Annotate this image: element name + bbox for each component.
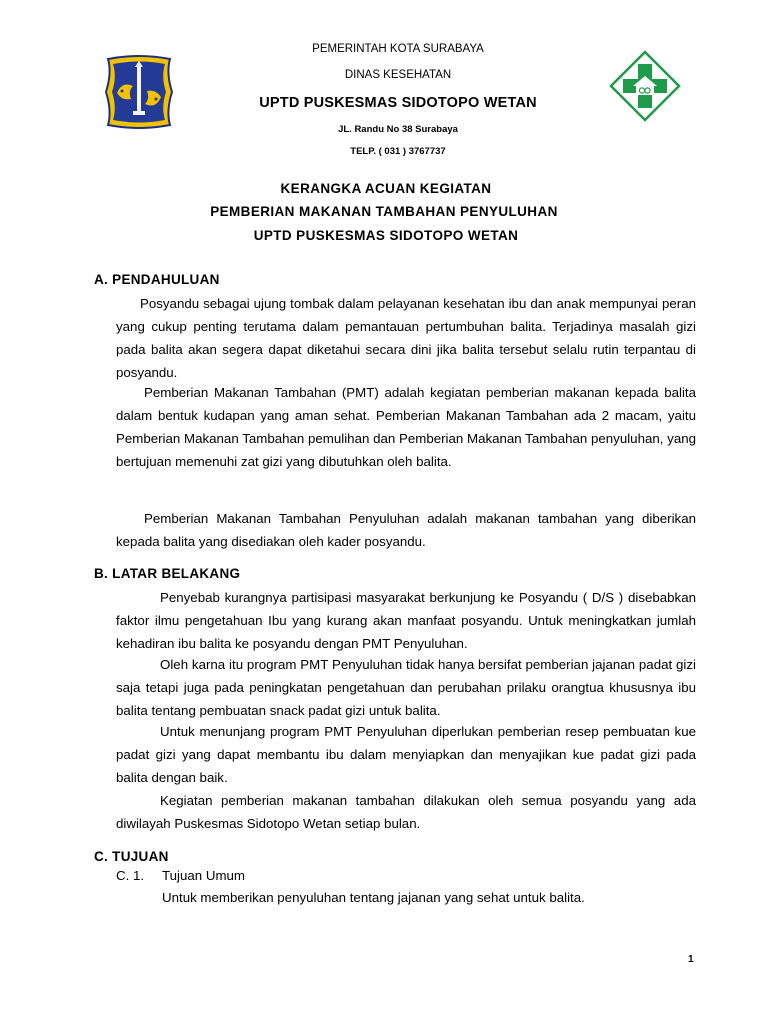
letterhead-institution: UPTD PUSKESMAS SIDOTOPO WETAN bbox=[259, 95, 537, 111]
paragraph-b3: Untuk menunjang program PMT Penyuluhan diperlukan pemberian resep pembuatan kue padat gizi yang dapat membantu ibu dalam menyiapkan dan menyajikan kue padat gizi pada balita dengan baik. bbox=[116, 724, 696, 785]
paragraph-b1: Penyebab kurangnya partisipasi masyarakat berkunjung ke Posyandu ( D/S ) disebabkan faktor ilmu pengetahuan Ibu yang kurang akan manfaat posyandu. Untuk meningkatkan jumlah kehadiran ibu balita ke posyandu dengan PMT Penyuluhan. bbox=[116, 590, 696, 651]
subsection-number: C. 1. bbox=[116, 868, 145, 883]
section-heading-latar-belakang: B. LATAR BELAKANG bbox=[94, 566, 241, 581]
section-heading-tujuan: C. TUJUAN bbox=[94, 849, 169, 864]
surabaya-crest-logo bbox=[100, 53, 178, 131]
letterhead-address: JL. Randu No 38 Surabaya bbox=[338, 124, 458, 135]
page-number: 1 bbox=[688, 954, 694, 965]
subsection-text: Untuk memberikan penyuluhan tentang jajanan yang sehat untuk balita. bbox=[162, 890, 585, 905]
letterhead-phone: TELP. ( 031 ) 3767737 bbox=[350, 146, 446, 157]
paragraph-b2: Oleh karna itu program PMT Penyuluhan tidak hanya bersifat pemberian jajanan padat gizi saja tetapi juga pada peningkatan pengetahuan dan perubahan prilaku orangtua khususnya ibu balita tentang pembuatan snack padat gizi untuk balita. bbox=[116, 657, 696, 718]
document-title-line1: KERANGKA ACUAN KEGIATAN bbox=[280, 181, 492, 196]
letterhead-department: DINAS KESEHATAN bbox=[344, 69, 452, 81]
paragraph-a3: Pemberian Makanan Tambahan Penyuluhan adalah makanan tambahan yang diberikan kepada balita yang disediakan oleh kader posyandu. bbox=[116, 511, 696, 549]
section-heading-pendahuluan: A. PENDAHULUAN bbox=[94, 272, 220, 287]
subsection-title: Tujuan Umum bbox=[162, 868, 246, 883]
document-title-line3: UPTD PUSKESMAS SIDOTOPO WETAN bbox=[253, 228, 519, 243]
letterhead-government: PEMERINTAH KOTA SURABAYA bbox=[312, 43, 484, 55]
puskesmas-cross-logo bbox=[609, 50, 681, 122]
document-title-line2: PEMBERIAN MAKANAN TAMBAHAN PENYULUHAN bbox=[210, 204, 558, 219]
paragraph-a1: Posyandu sebagai ujung tombak dalam pelayanan kesehatan ibu dan anak mempunyai peran yang cukup penting terutama dalam pemantauan pertumbuhan balita. Terjadinya masalah gizi pada balita akan segera dapat diketahui secara dini jika balita tersebut selalu rutin terpantau di posyandu. bbox=[116, 296, 696, 380]
paragraph-b4: Kegiatan pemberian makanan tambahan dilakukan oleh semua posyandu yang ada diwilayah Puskesmas Sidotopo Wetan setiap bulan. bbox=[116, 793, 696, 831]
paragraph-a2: Pemberian Makanan Tambahan (PMT) adalah kegiatan pemberian makanan kepada balita dalam bentuk kudapan yang aman sehat. Pemberian Makanan Tambahan ada 2 macam, yaitu Pemberian Makanan Tambahan pemulihan dan Pemberian Makanan Tambahan penyuluhan, yang bertujuan memenuhi zat gizi yang dibutuhkan oleh balita. bbox=[116, 385, 696, 469]
